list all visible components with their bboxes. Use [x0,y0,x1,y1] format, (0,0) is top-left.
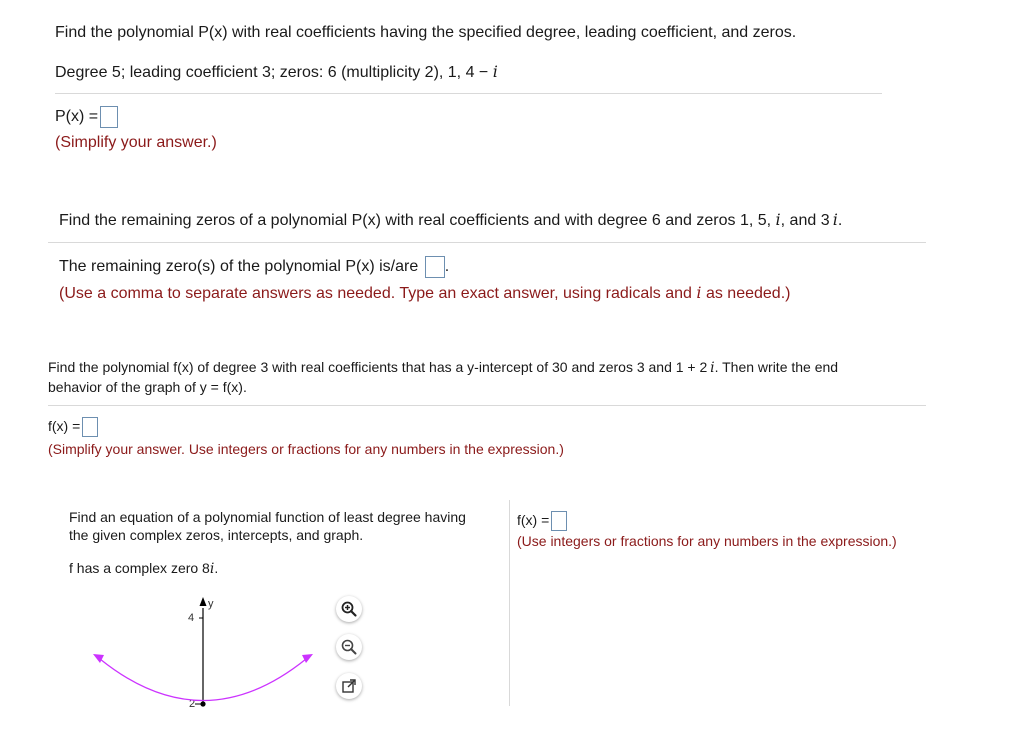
popout-button[interactable] [336,673,362,699]
q3-answer-input[interactable] [82,417,98,437]
q3-prompt-suffix: . Then write the end [714,359,839,375]
q1-answer-label: P(x) = [55,108,99,126]
q4-prompt-line1: Find an equation of a polynomial function of least degree having [69,509,466,525]
q1-divider [55,93,882,94]
y-axis-arrow [200,597,207,606]
q4-answer-input[interactable] [551,511,567,531]
q4-zero-imag: i [209,561,215,577]
q2-hint-text: (Use a comma to separate answers as needed. Type an exact answer, using radicals and [59,285,697,302]
q1-answer-input[interactable] [100,106,118,128]
q4-graph [80,592,330,712]
y-tick-label: 4 [188,612,195,624]
q4-zero-end: . [214,560,219,576]
q3-answer-row [48,417,98,437]
q2-prompt-mid: , and 3 [780,212,830,229]
q2-hint [59,283,790,304]
q4-zero-text: f has a complex zero 8 [69,560,210,576]
q2-answer-input[interactable] [425,256,445,278]
q1-answer-row [55,106,118,128]
q3-hint: (Simplify your answer. Use integers or fractions for any numbers in the expression.) [48,441,564,457]
q4-prompt-line2: the given complex zeros, intercepts, and graph. [69,527,364,543]
q1-given-text: Degree 5; leading coefficient 3; zeros: 6 (multiplicity 2), 1, 4 − [55,64,493,81]
q2-prompt-end: . [837,212,843,229]
q2-hint-imag: i [696,283,702,302]
zoom-out-icon [340,638,358,656]
y-axis-label: y [208,598,214,610]
q2-divider [48,242,926,243]
q2-answer-end: . [444,258,450,276]
q4-answer-label: f(x) = [517,512,550,528]
q1-prompt: Find the polynomial P(x) with real coefficients having the specified degree, leading coefficient, and zeros. [55,24,797,41]
q4-zero-statement [69,559,218,579]
q2-prompt [59,210,842,231]
q3-prompt-imag: i [710,360,715,376]
q1-given [55,62,498,83]
q3-prompt-line1 [48,358,838,378]
y-intercept-point [200,701,205,706]
q2-answer-label: The remaining zero(s) of the polynomial P(x) is/are [59,258,419,276]
external-link-icon [341,678,357,694]
y-bottom-label: 2 [189,698,196,710]
q4-pane-divider [509,500,510,706]
q1-given-imag: i [492,62,498,81]
zoom-in-button[interactable] [336,596,362,622]
q4-answer-row [517,510,567,531]
q2-prompt-imag2: i [832,210,838,229]
zoom-in-icon [340,600,358,618]
q3-divider [48,405,926,406]
q2-prompt-imag: i [775,210,781,229]
q3-prompt-line2: behavior of the graph of y = f(x). [48,379,247,395]
q2-prompt-text: Find the remaining zeros of a polynomial P(x) with real coefficients and with degree 6 and zeros 1, 5, [59,212,776,229]
q4-hint: (Use integers or fractions for any numbers in the expression.) [517,533,897,549]
q3-prompt-text: Find the polynomial f(x) of degree 3 with real coefficients that has a y-intercept of 30 and zeros 3 and 1 + 2 [48,359,708,375]
q2-answer-row [59,256,449,278]
q2-hint-suffix: as needed.) [701,285,791,302]
q1-hint: (Simplify your answer.) [55,134,217,151]
q3-answer-label: f(x) = [48,418,81,434]
zoom-out-button[interactable] [336,634,362,660]
